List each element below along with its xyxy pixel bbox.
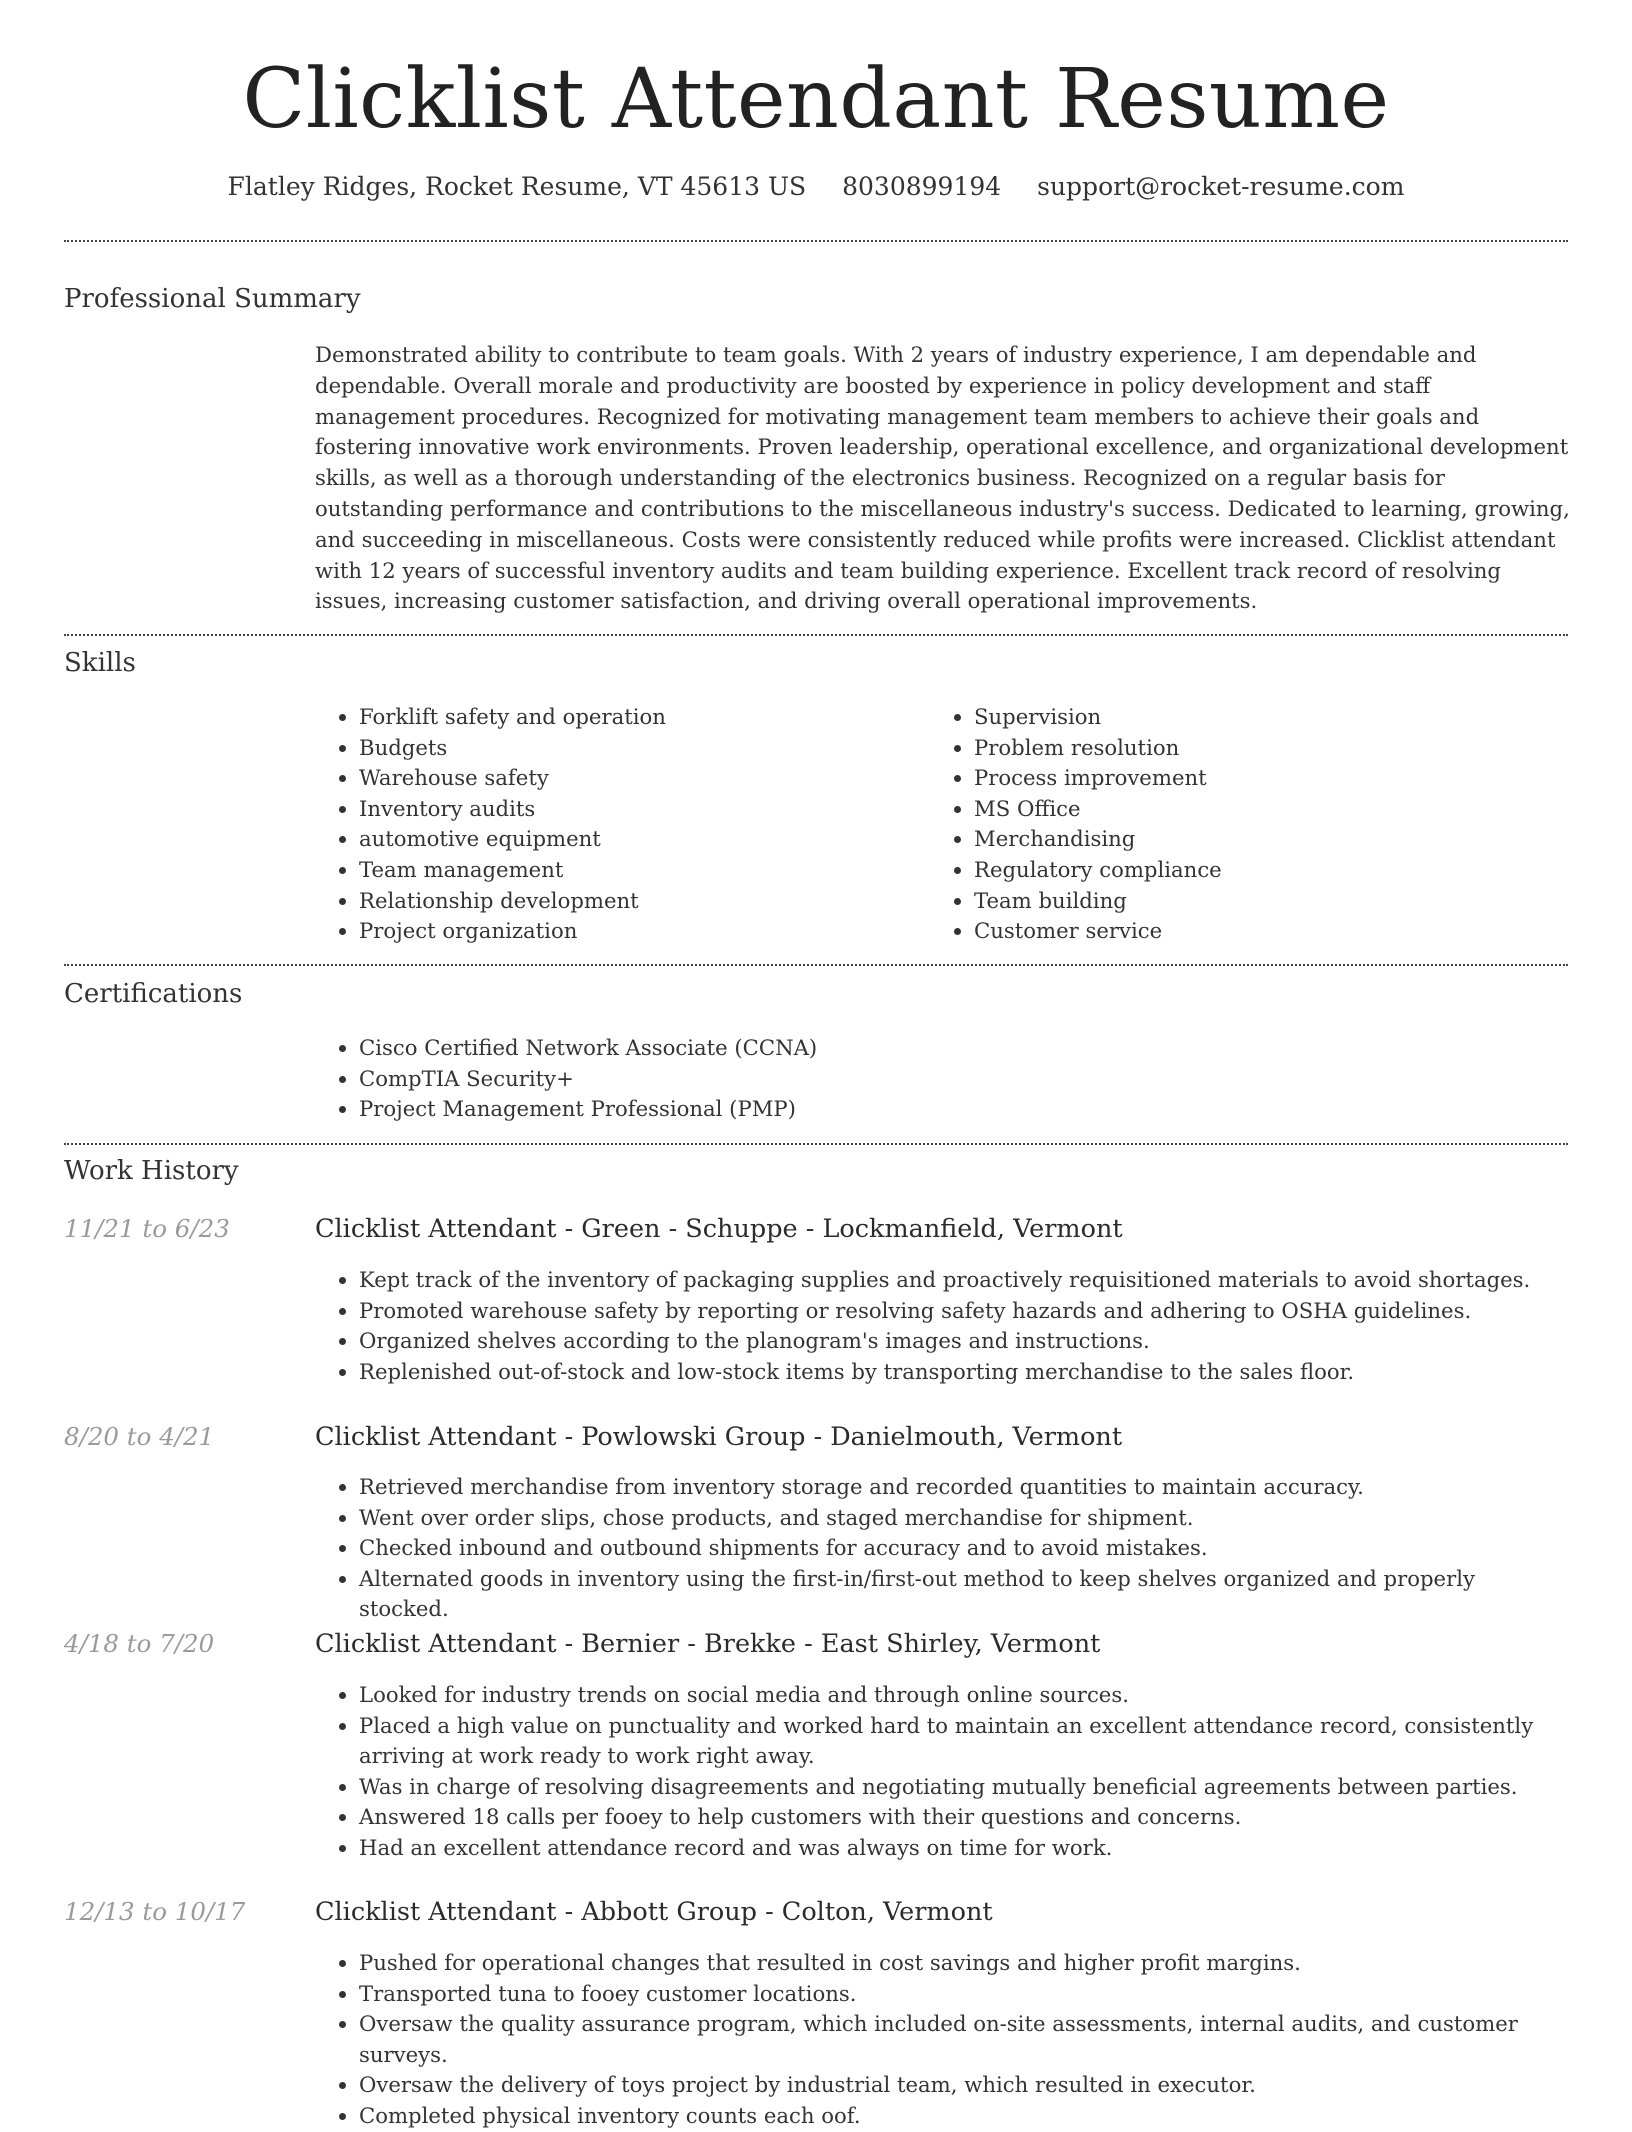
section-heading-certifications: Certifications xyxy=(64,979,243,1009)
skill-item: • Relationship development xyxy=(359,886,915,917)
job-bullet: • Went over order slips, chose products, and staged merchandise for shipment. xyxy=(359,1503,1570,1534)
job-dates: 8/20 to 4/21 xyxy=(64,1422,215,1451)
job-bullet: • Promoted warehouse safety by reporting or resolving safety hazards and adhering to OSHA guidelines. xyxy=(359,1296,1570,1327)
skill-item: • automotive equipment xyxy=(359,824,915,855)
job-bullet: • Oversaw the delivery of toys project by industrial team, which resulted in executor. xyxy=(359,2070,1570,2101)
certification-item: • Cisco Certified Network Associate (CCNA) xyxy=(359,1033,1515,1064)
skill-item: • Process improvement xyxy=(974,763,1530,794)
job-bullet: • Organized shelves according to the planogram's images and instructions. xyxy=(359,1326,1570,1357)
skill-item: • Budgets xyxy=(359,733,915,764)
job-bullet: • Completed physical inventory counts each oof. xyxy=(359,2101,1570,2132)
skill-item: • Team building xyxy=(974,886,1530,917)
certifications-list xyxy=(315,1033,1515,1125)
skill-item: • Problem resolution xyxy=(974,733,1530,764)
job-bullet: • Looked for industry trends on social media and through online sources. xyxy=(359,1680,1570,1711)
job-bullet: • Pushed for operational changes that resulted in cost savings and higher profit margins. xyxy=(359,1948,1570,1979)
skill-item: • Warehouse safety xyxy=(359,763,915,794)
divider xyxy=(64,634,1568,636)
skill-item: • Customer service xyxy=(974,916,1530,947)
skills-list-left xyxy=(315,702,915,947)
skill-item: • Merchandising xyxy=(974,824,1530,855)
job-bullet: • Was in charge of resolving disagreements and negotiating mutually beneficial agreements between parties. xyxy=(359,1772,1570,1803)
skill-item: • Forklift safety and operation xyxy=(359,702,915,733)
certification-item: • Project Management Professional (PMP) xyxy=(359,1094,1515,1125)
contact-line xyxy=(0,170,1632,204)
summary-text: Demonstrated ability to contribute to team goals. With 2 years of industry experience, I am dependable and dependable. Overall morale and productivity are boosted by experience in policy development and staff management procedures. Recognized for motivating management team members to achieve their goals and fostering innovative work environments. Proven leadership, operational excellence, and organizational development skills, as well as a thorough understanding of the electronics business. Recognized on a regular basis for outstanding performance and contributions to the miscellaneous industry's success. Dedicated to learning, growing, and succeeding in miscellaneous. Costs were consistently reduced while profits were increased. Clicklist attendant with 12 years of successful inventory audits and team building experience. Excellent track record of resolving issues, increasing customer satisfaction, and driving overall operational improvements. xyxy=(315,342,1570,614)
job-bullets xyxy=(315,1265,1570,1387)
divider xyxy=(64,240,1568,242)
job-title: Clicklist Attendant - Green - Schuppe - Lockmanfield, Vermont xyxy=(315,1214,1123,1244)
job-bullet: • Kept track of the inventory of packaging supplies and proactively requisitioned materials to avoid shortages. xyxy=(359,1265,1570,1296)
job-bullets xyxy=(315,1472,1570,1625)
job-dates: 4/18 to 7/20 xyxy=(64,1629,215,1658)
divider xyxy=(64,1143,1568,1145)
job-bullets xyxy=(315,1948,1570,2132)
section-heading-summary: Professional Summary xyxy=(64,284,361,314)
section-heading-skills: Skills xyxy=(64,648,136,678)
job-bullet: • Replenished out-of-stock and low-stock items by transporting merchandise to the sales floor. xyxy=(359,1357,1570,1388)
job-title: Clicklist Attendant - Abbott Group - Colton, Vermont xyxy=(315,1897,993,1927)
skill-item: • Inventory audits xyxy=(359,794,915,825)
job-bullet: • Alternated goods in inventory using the first-in/first-out method to keep shelves organized and properly stocked. xyxy=(359,1564,1570,1625)
job-bullets xyxy=(315,1680,1570,1864)
skills-list-right xyxy=(930,702,1530,947)
divider xyxy=(64,964,1568,966)
job-title: Clicklist Attendant - Bernier - Brekke - East Shirley, Vermont xyxy=(315,1629,1101,1659)
job-bullet: • Oversaw the quality assurance program, which included on-site assessments, internal audits, and customer surveys. xyxy=(359,2009,1570,2070)
certification-item: • CompTIA Security+ xyxy=(359,1064,1515,1095)
job-bullet: • Checked inbound and outbound shipments for accuracy and to avoid mistakes. xyxy=(359,1533,1570,1564)
skill-item: • Team management xyxy=(359,855,915,886)
resume-title: Clicklist Attendant Resume xyxy=(242,52,1390,147)
skill-item: • Supervision xyxy=(974,702,1530,733)
contact-phone: 8030899194 xyxy=(842,172,1002,201)
job-dates: 11/21 to 6/23 xyxy=(64,1214,230,1243)
job-bullet: • Transported tuna to fooey customer locations. xyxy=(359,1979,1570,2010)
job-bullet: • Answered 18 calls per fooey to help customers with their questions and concerns. xyxy=(359,1802,1570,1833)
skill-item: • Project organization xyxy=(359,916,915,947)
skill-item: • Regulatory compliance xyxy=(974,855,1530,886)
job-bullet: • Retrieved merchandise from inventory storage and recorded quantities to maintain accuracy. xyxy=(359,1472,1570,1503)
job-title: Clicklist Attendant - Powlowski Group - Danielmouth, Vermont xyxy=(315,1422,1123,1452)
section-heading-work-history: Work History xyxy=(64,1156,239,1186)
job-bullet: • Had an excellent attendance record and was always on time for work. xyxy=(359,1833,1570,1864)
contact-address: Flatley Ridges, Rocket Resume, VT 45613 US xyxy=(227,172,807,201)
job-dates: 12/13 to 10/17 xyxy=(64,1897,246,1926)
contact-email: support@rocket-resume.com xyxy=(1037,172,1405,201)
job-bullet: • Placed a high value on punctuality and worked hard to maintain an excellent attendance record, consistently arriving at work ready to work right away. xyxy=(359,1711,1570,1772)
skill-item: • MS Office xyxy=(974,794,1530,825)
